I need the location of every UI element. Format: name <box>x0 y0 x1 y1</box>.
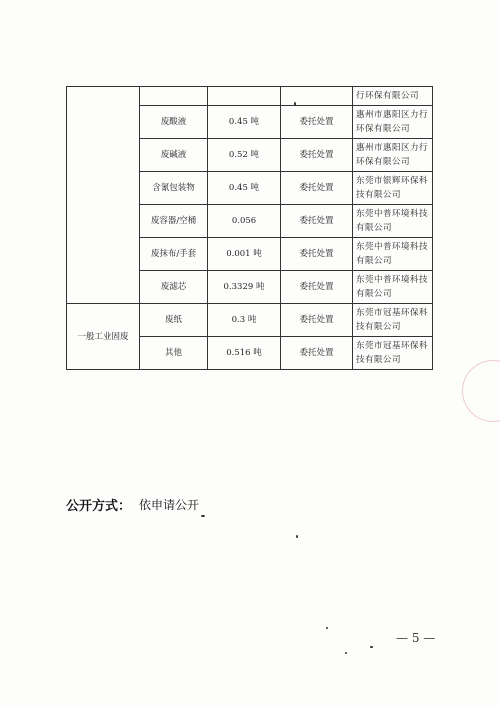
disposer-cell: 东莞市银辉环保科技有限公司 <box>353 172 433 205</box>
disposer-cell: 惠州市惠阳区力行环保有限公司 <box>353 106 433 139</box>
category-cell <box>67 87 140 304</box>
waste-name-cell <box>140 87 208 106</box>
page-number: — 5 — <box>396 631 436 645</box>
method-cell: 委托处置 <box>281 172 353 205</box>
category-cell: 一般工业固废 <box>67 304 140 370</box>
method-cell <box>281 87 353 106</box>
disposer-cell: 东莞市冠基环保科技有限公司 <box>353 304 433 337</box>
method-cell: 委托处置 <box>281 271 353 304</box>
amount-cell: 0.45 吨 <box>208 172 281 205</box>
amount-cell: 0.056 <box>208 205 281 238</box>
scan-speck <box>326 627 328 629</box>
amount-cell: 0.516 吨 <box>208 337 281 370</box>
method-cell: 委托处置 <box>281 238 353 271</box>
amount-cell: 0.3 吨 <box>208 304 281 337</box>
amount-cell: 0.001 吨 <box>208 238 281 271</box>
waste-name-cell: 废滤芯 <box>140 271 208 304</box>
waste-name-cell: 其他 <box>140 337 208 370</box>
amount-cell: 0.52 吨 <box>208 139 281 172</box>
waste-name-cell: 废纸 <box>140 304 208 337</box>
method-cell: 委托处置 <box>281 205 353 238</box>
table-row <box>67 304 433 337</box>
disposer-cell: 东莞市冠基环保科技有限公司 <box>353 337 433 370</box>
seal-stamp <box>462 360 500 422</box>
disposer-cell: 惠州市惠阳区力行环保有限公司 <box>353 139 433 172</box>
method-cell: 委托处置 <box>281 337 353 370</box>
amount-cell: 0.45 吨 <box>208 106 281 139</box>
scan-speck <box>201 515 205 517</box>
table-row <box>67 87 433 106</box>
disposer-cell: 东莞中普环境科技有限公司 <box>353 238 433 271</box>
method-cell: 委托处置 <box>281 304 353 337</box>
waste-name-cell: 废碱液 <box>140 139 208 172</box>
scan-speck <box>345 652 347 654</box>
method-cell: 委托处置 <box>281 139 353 172</box>
waste-name-cell: 含氰包装物 <box>140 172 208 205</box>
disposer-cell: 东莞中普环境科技有限公司 <box>353 205 433 238</box>
amount-cell: 0.3329 吨 <box>208 271 281 304</box>
scan-speck <box>296 535 298 538</box>
scan-speck <box>294 102 296 106</box>
scan-speck <box>370 646 373 648</box>
method-cell: 委托处置 <box>281 106 353 139</box>
waste-name-cell: 废容器/空桶 <box>140 205 208 238</box>
disposer-cell: 行环保有限公司 <box>353 87 433 106</box>
waste-name-cell: 废酸液 <box>140 106 208 139</box>
disclosure-method-label: 公开方式： <box>66 499 132 514</box>
disposer-cell: 东莞中普环境科技有限公司 <box>353 271 433 304</box>
disclosure-method-value: 依申请公开 <box>139 498 200 512</box>
waste-name-cell: 废抹布/手套 <box>140 238 208 271</box>
waste-disposal-table <box>66 86 433 370</box>
amount-cell <box>208 87 281 106</box>
